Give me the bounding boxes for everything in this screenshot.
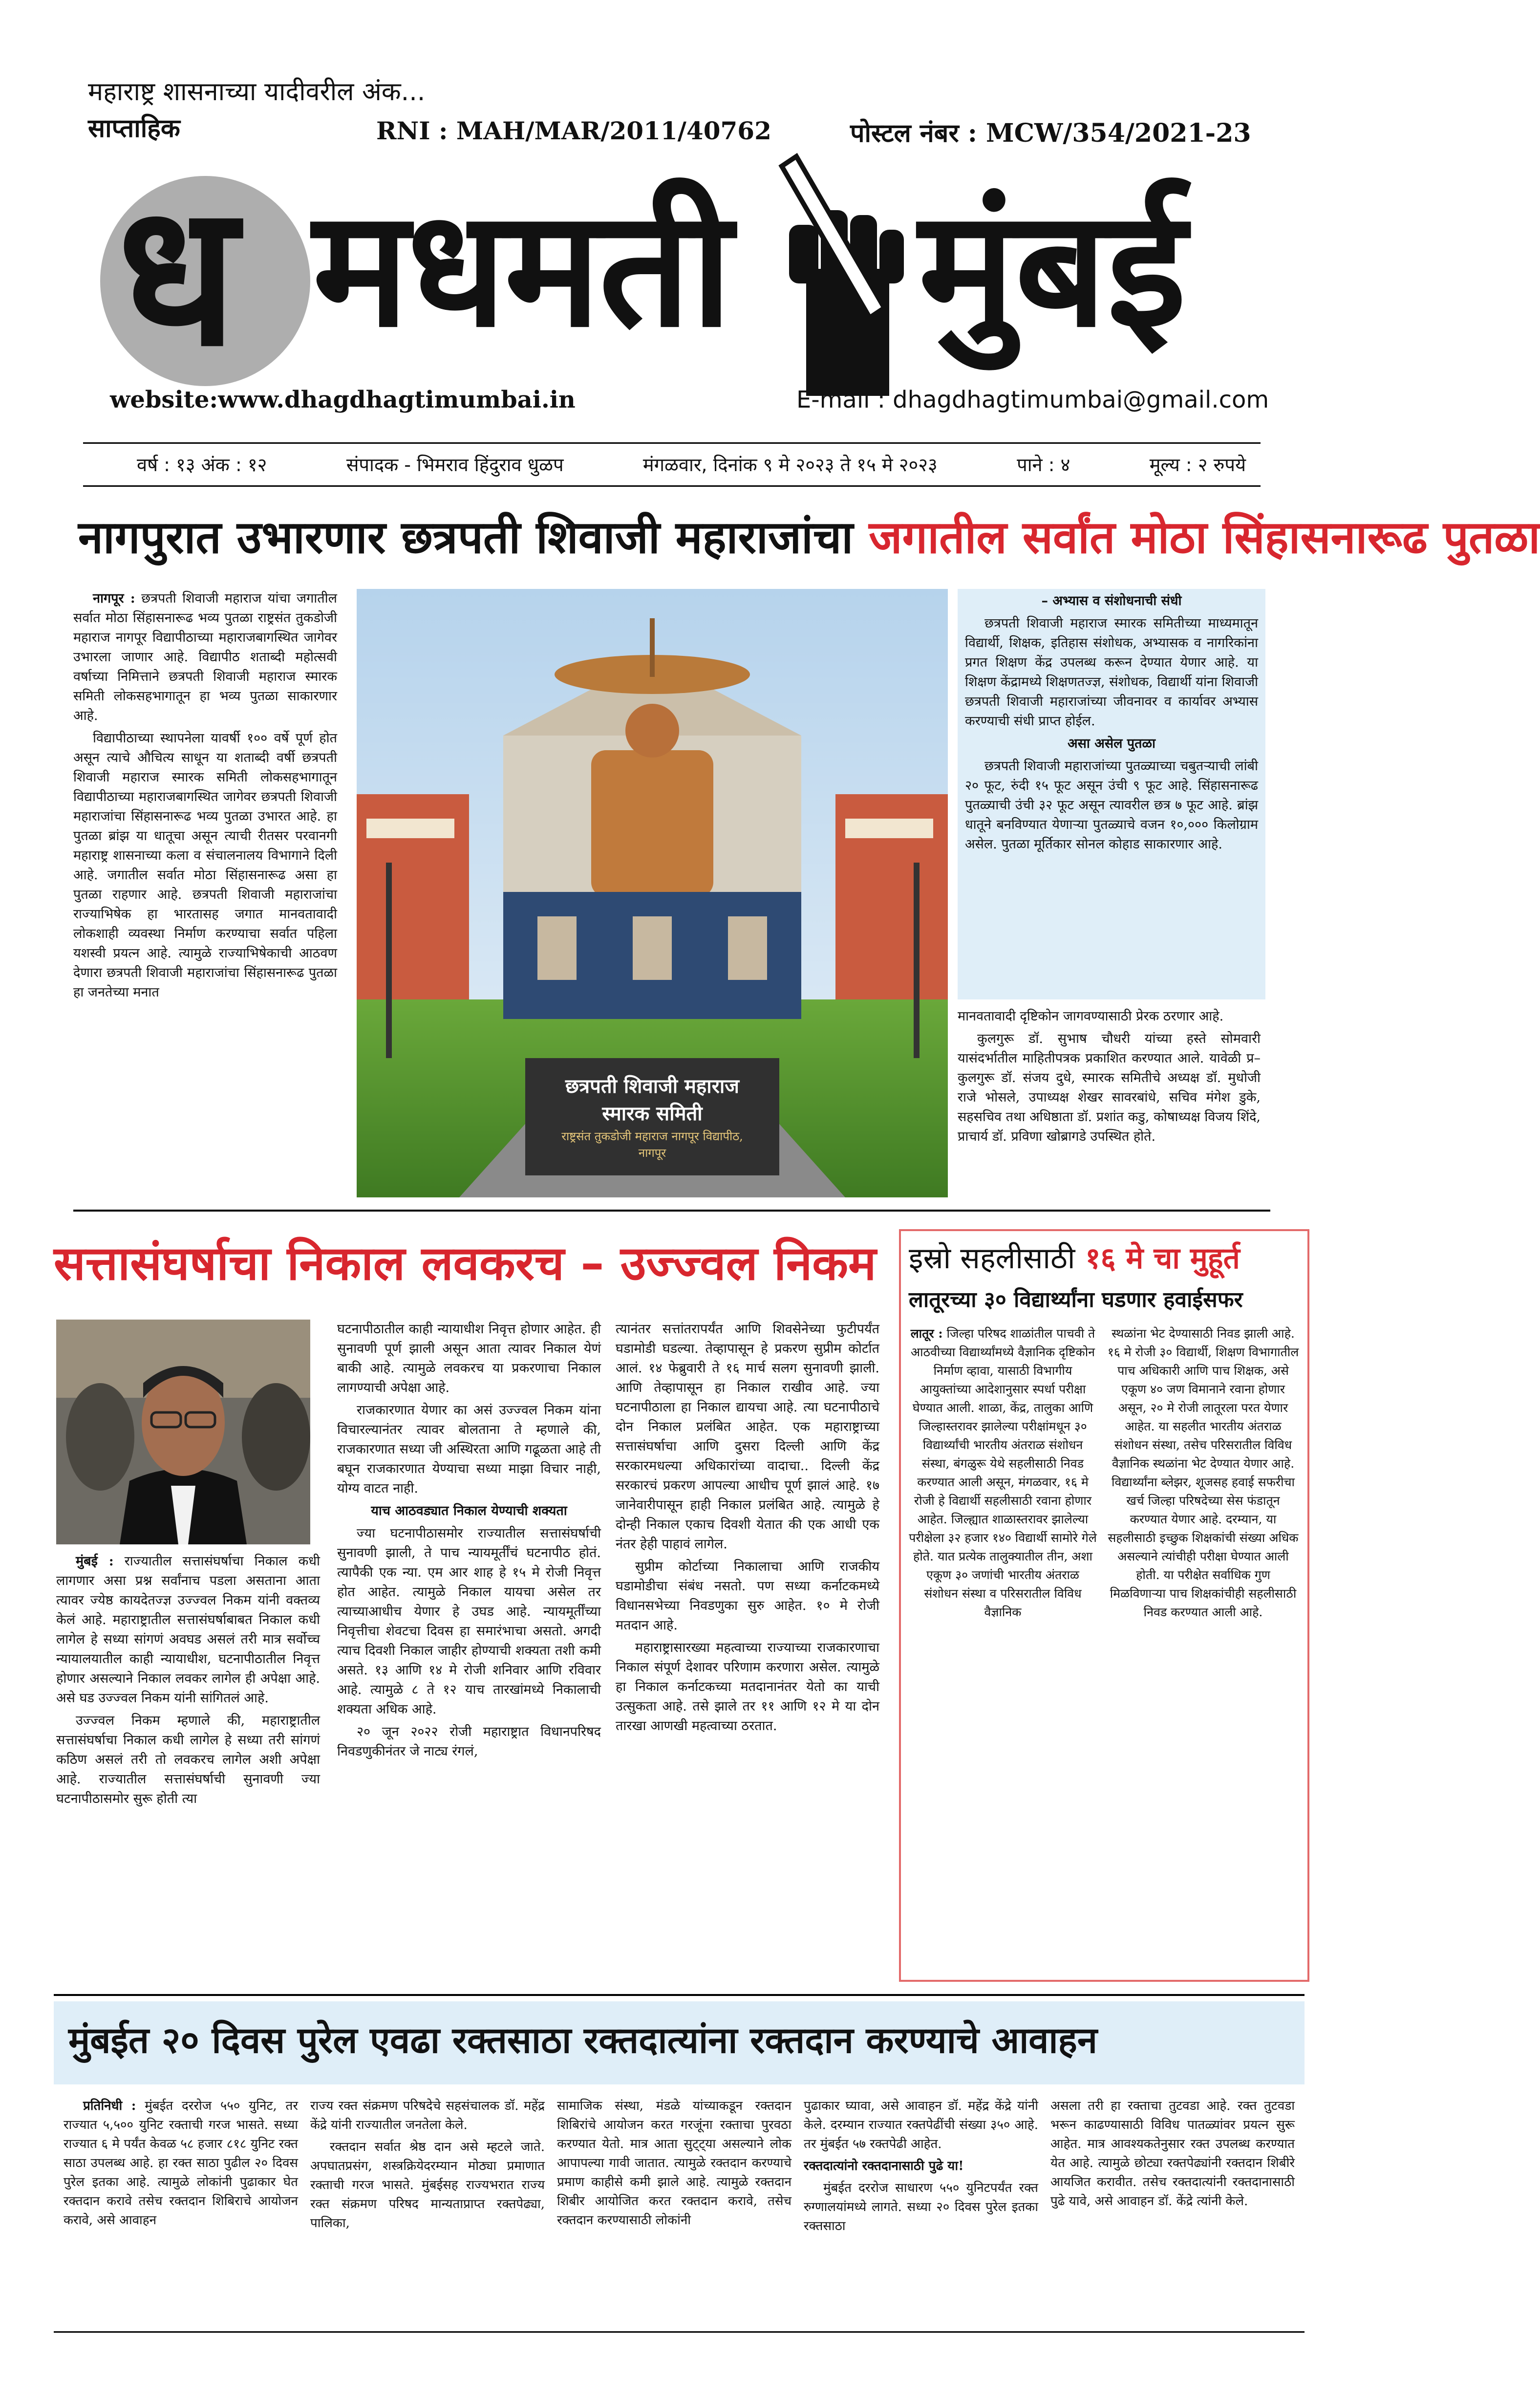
story4-col3-p1: सामाजिक संस्था, मंडळे यांच्याकडून रक्तदान शिबिरांचे आयोजन करत गरजूंना रक्ताचा पुरवठा करण्यात येतो. मात्र आता सुट्ट्या असल्याने लोक आपापल्या गावी जातात. त्यामुळे रक्तदान करण्याचे प्रमाण काहीसे कमी झाले आहे. त्यामुळे रक्तदान शिबीर आयोजित करत रक्तदान करावे, तसेच रक्तदान करण्यासाठी लोकांनी (557, 2099, 791, 2228)
story4-col2-p1: राज्य रक्त संक्रमण परिषदेचे सहसंचालक डॉ. महेंद्र केंद्रे यांनी राज्यातील जनतेला केले. (310, 2099, 545, 2132)
dateline-price: मूल्य : २ रुपये (1149, 454, 1246, 476)
story4-col2 (310, 2097, 545, 2236)
story4-col1 (64, 2097, 298, 2233)
story2-place: मुंबई : (76, 1554, 114, 1569)
logo-letter: ध (117, 162, 237, 390)
story3-headline-black: इस्रो सहलीसाठी (909, 1241, 1075, 1276)
weekly-label: साप्ताहिक (88, 114, 180, 143)
story1-col3-p2: छत्रपती शिवाजी महाराजांच्या पुतळ्याच्या चबुतऱ्याची लांबी २० फूट, रुंदी १५ फूट असून उंची ९ फूट आहे. सिंहासनारूढ पुतळ्याची उंची ३२ फूट असून त्यावरील छत्र ७ फूट आहे. ब्रांझ धातूने बनविण्यात येणाऱ्या पुतळ्याचे वजन १०,००० किलोग्राम असेल. पुतळा मूर्तिकार सोनल कोहाड साकारणार आहे. (965, 759, 1258, 852)
story4-col5-p1: असला तरी हा रक्ताचा तुटवडा आहे. रक्त तुटवडा भरून काढण्यासाठी विविध पातळ्यांवर प्रयत्न सुरू आहेत. मात्र आवश्यकतेनुसार रक्त उपलब्ध करण्यात येत आहे. त्यामुळे छोट्या रक्तपेढ्यांनी रक्तदान शिबीरे आयजित करावीत. तसेच रक्तदात्यांनी रक्तदानासाठी पुढे यावे, असे आवाहन डॉ. केंद्रे त्यांनी केले. (1050, 2099, 1295, 2209)
masthead-tagline: महाराष्ट्र शासनाच्या यादीवरील अंक... (88, 77, 426, 107)
title-left: मधमती (313, 175, 731, 363)
story1-headline-black: नागपुरात उभारणार छत्रपती शिवाजी महाराजांचा (78, 511, 854, 564)
story3-headline-red: १६ मे चा मुहूर्त (1085, 1241, 1240, 1276)
story1-col1 (73, 589, 337, 1005)
story1-col3-p3: मानवतावादी दृष्टिकोन जागवण्यासाठी प्रेरक ठरणार आहे. (958, 1009, 1224, 1024)
photo-caption-line4: नागपूर (638, 1146, 666, 1160)
dateline-bottom-rule (83, 485, 1261, 487)
rni-number: RNI : MAH/MAR/2011/40762 (376, 116, 771, 145)
story2-col1-p2: उज्ज्वल निकम म्हणाले की, महाराष्ट्रातील सत्तासंघर्षाचा निकाल कधी लागेल हे सध्या तरी सांगणं कठिण असलं तरी तो लवकरच लागेल अशी अपेक्षा आहे. राज्यातील सत्तासंघर्षाची सुनावणी ज्या घटनापीठासमोर सुरू होती त्या (56, 1713, 320, 1806)
story1-col3-lower (958, 1007, 1261, 1149)
photo-caption-line2: स्मारक समिती (602, 1102, 703, 1125)
story2-col1-p1: राज्यातील सत्तासंघर्षाचा निकाल कधी लागणार असा प्रश्न सर्वांनाच पडला असताना आता त्यावर ज्येष्ठ कायदेतज्ज्ञ उज्ज्वल निकम यांनी वक्तव्य केलं आहे. महाराष्ट्रातील सत्तासंघर्षाबाबत निकाल कधी लागेल हे सध्या सांगणं अवघड असलं तरी मात्र सर्वोच्च न्यायालयातील काही न्यायाधीश, घटनापीठातील निवृत्त होणार असल्याने निकाल लवकर लागेल ही अपेक्षा आहे. असे घड उज्ज्वल निकम यांनी सांगितलं आहे. (56, 1554, 321, 1706)
website[interactable]: website:www.dhagdhagtimumbai.in (110, 386, 576, 413)
story3-headline (909, 1239, 1240, 1278)
story1-col1-p2: विद्यापीठाच्या स्थापनेला यावर्षी १०० वर्षे पूर्ण होत असून त्याचे औचित्य साधून या शताब्दी वर्षी छत्रपती शिवाजी महाराज स्मारक समिती लोकसहभागातून विद्यापीठाच्या महाराजबागस्थित जागेवर छत्रपती शिवाजी महाराजांचा सिंहासनारूढ भव्य पुतळा उभारत आहे. हा पुतळा ब्रांझ या धातूचा असून त्याची रीतसर परवानगी महाराष्ट्र शासनाच्या कला व संचालनालय विभागाने दिली आहे. जगातील सर्वात मोठा सिंहासनारूढ असा हा पुतळा राहणार आहे. छत्रपती शिवाजी महाराजांचा राज्याभिषेक हा भारतासह जगात मानवतावादी लोकशाही व्यवस्था निर्माण करण्याचा सर्वात पहिला यशस्वी प्रयत्न आहे. त्यामुळे राज्याभिषेकाची आठवण देणारा छत्रपती शिवाजी महाराजांचा सिंहासनारूढ पुतळा हा जनतेच्या मनात (73, 731, 337, 1000)
story4-col4 (804, 2097, 1038, 2239)
story1-headline (78, 508, 1540, 567)
story1-sub1: – अभ्यास व संशोधनाची संधी (1041, 593, 1182, 608)
story1-headline-red: जगातील सर्वांत मोठा सिंहासनारूढ पुतळा (869, 511, 1540, 564)
story2-col3-p2: सुप्रीम कोर्टाच्या निकालाचा आणि राजकीय घडामोडीचा संबंध नसतो. पण सध्या कर्नाटकमध्ये विधानसभेच्या निवडणुका सुरु आहेत. १० मे रोजी मतदान आहे. (616, 1559, 879, 1633)
photo-caption (525, 1073, 779, 1161)
story2-col2-p3: ज्या घटनापीठासमोर राज्यातील सत्तासंघर्षाची सुनावणी झाली, ते पाच न्यायमूर्तींचं घटनापीठ होतं. त्यापैकी एक न्या. एम आर शाह हे १५ मे रोजी निवृत्त होत आहेत. त्यामुळे निकाल यायचा असेल तर त्याच्याआधीच येणार हे उघड आहे. न्यायमूर्तींच्या निवृत्तीचा शेवटचा दिवस हा समारंभाचा असतो. अगदी त्याच दिवशी निकाल जाहीर होण्याची शक्यता तशी कमी असते. १३ आणि १४ मे रोजी शनिवार आणि रविवार आहे. त्यामुळे ८ ते १२ याच तारखांमध्ये निकालाची शक्यता अधिक आहे. (337, 1526, 601, 1717)
dateline-editor: संपादक - भिमराव हिंदुराव धुळप (346, 454, 564, 476)
story4-top-rule (54, 1994, 1305, 1996)
postal-number: पोस्टल नंबर : MCW/354/2021-23 (850, 118, 1251, 148)
story3-col1-p1: जिल्हा परिषद शाळांतील पाचवी ते आठवीच्या विद्यार्थ्यांमध्ये वैज्ञानिक दृष्टिकोन निर्माण व्हावा, यासाठी विभागीय आयुक्तांच्या आदेशानुसार स्पर्धा परीक्षा घेण्यात आली. शाळा, केंद्र, तालुका आणि जिल्हास्तरावर झालेल्या परीक्षांमधून ३० विद्यार्थ्यांची भारतीय अंतराळ संशोधन संस्था, बंगळुरू येथे सहलीसाठी निवड करण्यात आली असून, मंगळवार, १६ मे रोजी हे विद्यार्थी सहलीसाठी रवाना होणार आहेत. जिल्ह्यात शाळास्तरावर झालेल्या परीक्षेला ३२ हजार १४० विद्यार्थी सामोरे गेले होते. यात प्रत्येक तालुक्यातील तीन, अशा एकूण ३० जणांची भारतीय अंतराळ संशोधन संस्था व परिसरातील विविध वैज्ञानिक (909, 1326, 1097, 1619)
story3-col2 (1107, 1324, 1300, 1625)
story2-col3-p3: महाराष्ट्रासारख्या महत्वाच्या राज्याच्या राजकारणाचा निकाल संपूर्ण देशावर परिणाम करणारा असेल. त्यामुळे हा निकाल कर्नाटकच्या मतदानानंतर येतो का याची उत्सुकता आहे. तसे झाले तर ११ आणि १२ मे या दोन तारखा आणखी महत्वाच्या ठरतात. (616, 1640, 879, 1734)
story4-col4-p1: पुढाकार घ्यावा, असे आवाहन डॉ. महेंद्र केंद्रे यांनी केले. दरम्यान राज्यात रक्तपेढींची संख्या ३५० आहे. तर मुंबईत ५७ रक्तपेढी आहेत. (804, 2099, 1038, 2151)
story1-col1-p1: छत्रपती शिवाजी महाराज यांचा जगातील सर्वात मोठा सिंहासनारूढ भव्य पुतळा राष्ट्रसंत तुकडोजी महाराज नागपूर विद्यापीठाच्या महाराजबागस्थित जागेवर उभारला जाणार आहे. विद्यापीठ शताब्दी महोत्सवी वर्षाच्या निमित्ताने छत्रपती शिवाजी महाराज स्मारक समिती लोकसहभागातून हा भव्य पुतळा साकारणार आहे. (73, 591, 337, 723)
story1-col3-p1: छत्रपती शिवाजी महाराज स्मारक समितीच्या माध्यमातून विद्यार्थी, शिक्षक, इतिहास संशोधक, अभ्यासक व नागरिकांना प्रगत शिक्षण केंद्र उपलब्ध करून देण्यात येणार आहे. या शिक्षण केंद्रामध्ये शिक्षणतज्ज्ञ, संशोधक, विद्यार्थी यांना शिवाजी छत्रपती शिवाजी महाराजांच्या जीवनावर व कार्यावर अभ्यास करण्याची संधी प्राप्त होईल. (965, 616, 1258, 729)
story4-col2-p2: रक्तदान सर्वात श्रेष्ठ दान असे म्हटले जाते. अपघातप्रसंग, शस्त्रक्रियेदरम्यान मोठ्या प्रमाणात रक्ताची गरज भासते. मुंबईसह राज्यभरात राज्य रक्त संक्रमण परिषद मान्यताप्राप्त रक्तपेढ्या, पालिका, (310, 2140, 545, 2231)
story4-col4-p2: मुंबईत दररोज साधारण ५५० युनिटपर्यंत रक्त रुग्णालयांमध्ये लागते. सध्या २० दिवस पुरेल इतका रक्तसाठा (804, 2181, 1038, 2233)
story1-bottom-rule (73, 1210, 1270, 1212)
story2-col1 (56, 1552, 320, 1812)
dateline-issue: वर्ष : १३ अंक : १२ (137, 454, 267, 476)
story2-col3 (616, 1320, 879, 1739)
title-right: मुंबई (919, 175, 1186, 363)
story1-col3 (965, 591, 1258, 857)
story3-col1 (909, 1324, 1097, 1625)
story3-col2-p1: स्थळांना भेट देण्यासाठी निवड झाली आहे. १६ मे रोजी ३० विद्यार्थी, शिक्षण विभागातील पाच अधिकारी आणि पाच शिक्षक, असे एकूण ४० जण विमानाने रवाना होणार असून, २० मे रोजी लातूरला परत येणार आहेत. या सहलीत भारतीय अंतराळ संशोधन संस्था, तसेच परिसरातील विविध वैज्ञानिक स्थळांना भेट देण्यात येणार आहे. विद्यार्थ्यांना ब्लेझर, शूजसह हवाई सफरीचा खर्च जिल्हा परिषदेच्या सेस फंडातून करण्यात येणार आहे. दरम्यान, या सहलीसाठी इच्छुक शिक्षकांची संख्या अधिक असल्याने त्यांचीही परीक्षा घेण्यात आली होती. या परीक्षेत सर्वाधिक गुण मिळविणाऱ्या पाच शिक्षकांचीही सहलीसाठी निवड करण्यात आली आहे. (1107, 1326, 1299, 1619)
dateline-date: मंगळवार, दिनांक ९ मे २०२३ ते १५ मे २०२३ (642, 454, 938, 476)
story2-col3-p1: त्यानंतर सत्तांतरापर्यंत आणि शिवसेनेच्या फुटीपर्यंत घडामोडी घडल्या. तेव्हापासून हे प्रकरण सुप्रीम कोर्टात आलं. १४ फेब्रुवारी ते १६ मार्च सलग सुनावणी झाली. आणि तेव्हापासून हा निकाल राखीव आहे. ज्या घटनापीठाला हा निकाल द्यायचा आहे. त्या घटनापीठाचे दोन निकाल प्रलंबित आहेत. एक महाराष्ट्राच्या सत्तासंघर्षाचा आणि दुसरा दिल्ली आणि केंद्र सरकारमधल्या अधिकारांच्या वादाचा.. दिल्ली केंद्र सरकारचं प्रकरण आपल्या आधीच पूर्ण झालं आहे. १७ जानेवारीपासून हाही निकाल प्रलंबित आहे. त्यामुळे हे दोन्ही निकाल एकाच दिवशी येतात की एक आधी एक नंतर हेही पाहावं लागेल. (616, 1322, 879, 1552)
photo-caption-line3: राष्ट्रसंत तुकडोजी महाराज नागपूर विद्यापीठ, (561, 1129, 743, 1143)
dateline-top-rule (83, 442, 1261, 444)
email[interactable]: E-mail : dhagdhagtimumbai@gmail.com (796, 386, 1269, 413)
story2-headline: सत्तासंघर्षाचा निकाल लवकरच – उज्ज्वल निकम (54, 1236, 877, 1291)
story4-headline: मुंबईत २० दिवस पुरेल एवढा रक्तसाठा रक्तदात्यांना रक्तदान करण्याचे आवाहन (68, 2019, 1097, 2061)
story2-col2-p2: राजकारणात येणार का असं उज्ज्वल निकम यांना विचारल्यानंतर त्यावर बोलताना ते म्हणाले की, राजकारणात सध्या जी अस्थिरता आणि गढूळता आहे ती बघून राजकारणात येण्याचा सध्या माझा विचार नाही, योग्य वाटत नाही. (337, 1403, 601, 1496)
dateline (83, 447, 1261, 481)
statue-photo (357, 589, 948, 1197)
story3-place: लातूर : (910, 1326, 943, 1341)
story1-sub2: असा असेल पुतळा (1067, 736, 1156, 751)
story2-col2 (337, 1320, 601, 1764)
story2-col2-sub: याच आठवड्यात निकाल येण्याची शक्यता (371, 1503, 567, 1518)
nikam-photo (56, 1320, 310, 1544)
story4-col3 (557, 2097, 791, 2233)
story1-place: नागपूर : (93, 591, 135, 606)
photo-caption-line1: छत्रपती शिवाजी महाराज (565, 1075, 739, 1098)
story2-col2-p4: २० जून २०२२ रोजी महाराष्ट्रात विधानपरिषद निवडणुकीनंतर जे नाट्य रंगलं, (337, 1724, 601, 1759)
story4-col1-p1: मुंबईत दररोज ५५० युनिट, तर राज्यात ५,५०० युनिट रक्ताची गरज भासते. सध्या राज्यात ६ मे पर्यंत केवळ ५८ हजार ८१८ युनिट रक्त साठा उपलब्ध आहे. हा रक्त साठा पुढील २० दिवस पुरेल इतका आहे. त्यामुळे लोकांनी पुढाकार घेत रक्तदान करावे तसेच रक्तदान शिबिराचे आयोजन करावे, असे आवाहन (64, 2099, 299, 2228)
story1-col3-p4: कुलगुरू डॉ. सुभाष चौधरी यांच्या हस्ते सोमवारी यासंदर्भातील माहितीपत्रक प्रकाशित करण्यात आले. यावेळी प्र– कुलगुरू डॉ. संजय दुधे, स्मारक समितीचे अध्यक्ष डॉ. मुधोजी राजे भोसले, उपाध्यक्ष शेखर सावरबांधे, सचिव मंगेश डुके, सहसचिव तथा अधिष्ठाता डॉ. प्रशांत कडु, कोषाध्यक्ष विजय शिंदे, प्राचार्य डॉ. प्रविणा खोब्रागडे उपस्थित होते. (958, 1031, 1261, 1144)
story2-col2-p1: घटनापीठातील काही न्यायाधीश निवृत्त होणार आहेत. ही सुनावणी पूर्ण झाली असून आता त्यावर निकाल येणं बाकी आहे. त्यामुळे लवकरच या प्रकरणाचा निकाल लागण्याची अपेक्षा आहे. (337, 1322, 601, 1395)
page-bottom-rule (54, 2331, 1305, 2333)
story3-subhead: लातूरच्या ३० विद्यार्थ्यांना घडणार हवाईसफर (909, 1287, 1243, 1312)
story4-place: प्रतिनिधी : (83, 2099, 136, 2113)
fist-pen-icon (762, 147, 923, 401)
story4-col5 (1050, 2097, 1295, 2214)
story4-col4-sub: रक्तदात्यांनो रक्तदानासाठी पुढे या! (804, 2159, 964, 2173)
dateline-pages: पाने : ४ (1017, 454, 1070, 476)
